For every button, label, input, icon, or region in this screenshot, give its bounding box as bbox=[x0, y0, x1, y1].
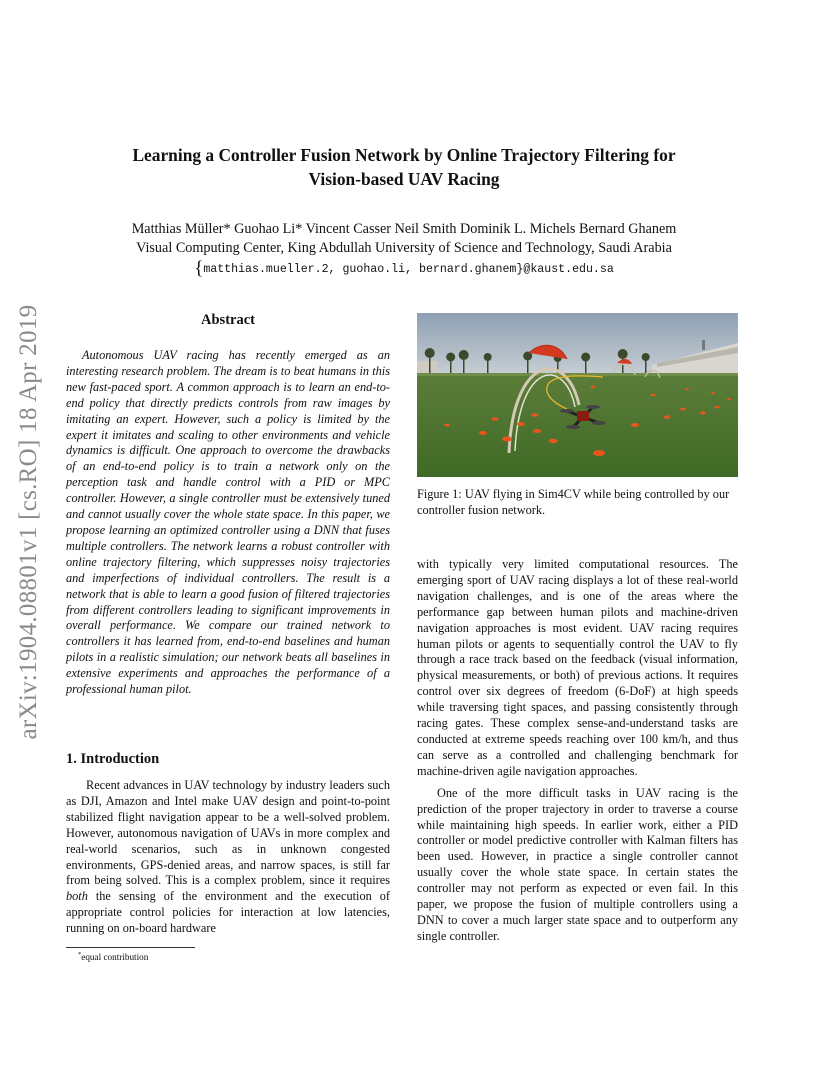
introduction-text bbox=[66, 778, 390, 937]
affiliation: Visual Computing Center, King Abdullah University of Science and Technology, Saudi Arabia bbox=[136, 240, 672, 256]
paper-title bbox=[70, 143, 738, 191]
figure-caption: Figure 1: UAV flying in Sim4CV while being controlled by our controller fusion network. bbox=[417, 487, 730, 517]
intro-emphasis: both bbox=[66, 889, 88, 904]
intro-text-part-2: the sensing of the environment and the execution of appropriate control policies for interaction at low latencies, running on on-board hardware bbox=[66, 889, 390, 936]
introduction-paragraph-1 bbox=[66, 778, 390, 937]
right-paragraph-1: with typically very limited computational resources. The emerging sport of UAV racing displays a lot of these real-world navigation challenges, and is one of the areas where the performance gap between human pilots and machine-driven navigation approaches is most evident. UAV racing requires human pilots or agents to sequentially control the UAV to fly through a race track based on the feedback (visual information, physical measurements, or both) of previous actions. It requires control over six degrees of freedom (6-DoF) at high speeds while traversing tight spaces, and passing consistently through racing gates. These complex sense-and-understand tasks are conducted at extreme speeds reaching over 100 km/h, and thus can serve as a controlled and challenging benchmark for machine-driven agile navigation approaches. bbox=[417, 557, 738, 778]
author-list: Matthias Müller* Guohao Li* Vincent Casser Neil Smith Dominik L. Michels Bernard Ghanem bbox=[131, 221, 677, 237]
right-paragraph-2: One of the more difficult tasks in UAV racing is the prediction of the proper trajectory in order to traverse a course while maintaining high speeds. In earlier work, either a PID controller or model predictive controller with Kalman filters has been used. However, in practice a single controller cannot usually cover the whole state space. In certain states the controller may not perform as expected or even fail. In this paper, we propose the fusion of multiple controllers using a DNN to cover a much larger state space and to outperform any single controller. bbox=[417, 785, 738, 943]
abstract-text bbox=[66, 348, 390, 698]
email-domain: }@kaust.edu.sa bbox=[516, 263, 614, 276]
introduction-heading: 1. Introduction bbox=[66, 751, 160, 767]
title-line-2: Vision-based UAV Racing bbox=[308, 169, 500, 189]
intro-text-part-1: Recent advances in UAV technology by industry leaders such as DJI, Amazon and Intel make UAV design and point-to-point stabilized flight navigation appear to be a well-solved problem. However, autonomous navigation of UAVs in more complex and real-world scenarios, such as in unknown congested environments, GPS-denied areas, and narrow spaces, is still far from being solved. This is a complex problem, since it requires bbox=[66, 778, 390, 888]
email-open-brace: { bbox=[194, 258, 204, 279]
footnote-mark: * bbox=[78, 951, 82, 958]
author-emails bbox=[70, 258, 738, 280]
abstract-paragraph: Autonomous UAV racing has recently emerged as an interesting research problem. The dream is to beat humans in this new fast-paced sport. A common approach is to learn an end-to-end policy that directly predicts controls from raw images by imitating an expert. However, such a policy is limited by the expert it imitates and scaling to other environments and vehicle dynamics is difficult. One approach to overcome the drawbacks of an end-to-end policy is to train a network only on the perception task and handle control with a PID or MPC controller. However, a single controller must be extensively tuned and cannot usually cover the whole state space. In this paper, we propose learning an optimized controller using a DNN that fuses multiple controllers. The network learns a robust controller with online trajectory filtering, which suppresses noisy trajectories and imperfections of individual controllers. The result is a network that is able to learn a good fusion of filtered trajectories from different controllers leading to significant improvements in overall performance. We compare our trained network to controllers it has learned from, end-to-end baselines and human pilots in a realistic simulation; our network beats all baselines in extensive experiments and approaches the performance of a professional human pilot. bbox=[66, 348, 390, 697]
footnote-text: equal contribution bbox=[81, 952, 149, 963]
footnote bbox=[78, 951, 148, 962]
arxiv-identifier-stamp bbox=[14, 284, 44, 760]
uav-race-scene-image bbox=[417, 313, 738, 477]
email-user-list: matthias.mueller.2, guohao.li, bernard.ghanem bbox=[203, 263, 517, 276]
right-column-text bbox=[417, 557, 738, 945]
abstract-heading: Abstract bbox=[201, 312, 255, 328]
figure-uav-render bbox=[417, 313, 738, 477]
arxiv-stamp-text: arXiv:1904.08801v1 [cs.RO] 18 Apr 2019 bbox=[15, 304, 42, 740]
title-line-1: Learning a Controller Fusion Network by Online Trajectory Filtering for bbox=[132, 145, 676, 165]
footnote-divider bbox=[66, 947, 195, 948]
